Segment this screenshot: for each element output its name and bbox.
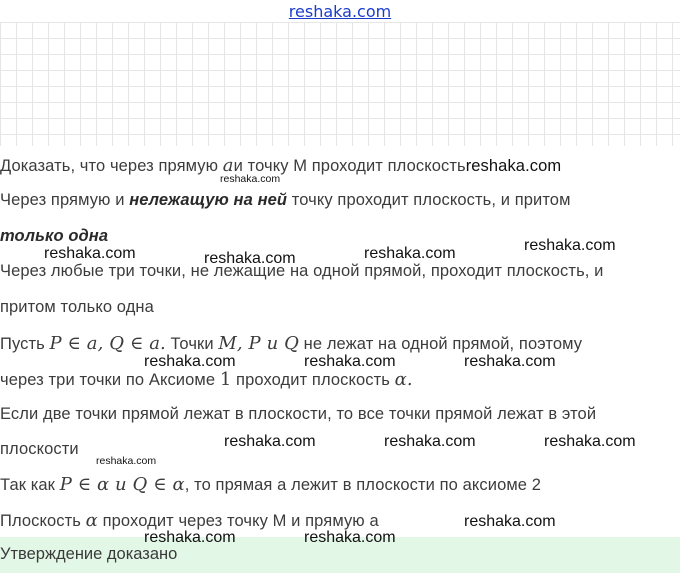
proof-math-2: M, P и Q xyxy=(218,333,299,354)
watermark: reshaka.com xyxy=(224,433,316,450)
theorem-line-1 xyxy=(0,191,571,210)
proof-text-8: Плоскость xyxy=(0,512,86,530)
axiom2-line-2: плоскости xyxy=(0,440,79,458)
watermark: reshaka.com xyxy=(220,173,281,185)
conclusion-text: Утверждение доказано xyxy=(0,545,178,563)
axiom-number: 1 xyxy=(219,369,232,390)
theorem-emphasis-2: только одна xyxy=(0,227,109,245)
watermark: reshaka.com xyxy=(544,433,636,450)
proof-math-3: P ∈ α и Q ∈ α xyxy=(59,474,185,495)
watermark: reshaka.com xyxy=(144,529,236,546)
proof-line-2 xyxy=(0,369,413,390)
watermark: reshaka.com xyxy=(96,455,157,467)
axiom-line-2: притом только одна xyxy=(0,298,154,316)
theorem-text-1: Через прямую и xyxy=(0,191,130,209)
axiom2-line-1: Если две точки прямой лежат в плоскости, то все точки прямой лежат в этой xyxy=(0,405,597,423)
statement-text-2: и точку М проходит плоскость xyxy=(233,157,466,175)
axiom-line-1: Через любые три точки, не лежащие на одной прямой, проходит плоскость, и xyxy=(0,262,604,280)
statement-text-1: Доказать, что через прямую xyxy=(0,157,223,175)
proof-text-3: не лежат на одной прямой, поэтому xyxy=(298,335,583,353)
theorem-line-2 xyxy=(0,227,108,246)
watermark: reshaka.com xyxy=(384,433,476,450)
site-link[interactable]: reshaka.com xyxy=(288,2,392,21)
proof-text-9: проходит через точку М и прямую а xyxy=(97,512,379,530)
watermark: reshaka.com xyxy=(524,237,616,254)
plane-alpha-symbol: α. xyxy=(394,369,413,390)
theorem-text-2: точку проходит плоскость, и притом xyxy=(287,191,571,209)
proof-text-1: Пусть xyxy=(0,335,50,353)
proof-math-1: P ∈ a, Q ∈ a. xyxy=(49,333,166,354)
proof-line-4 xyxy=(0,510,379,531)
watermark: reshaka.com xyxy=(144,353,236,370)
watermark: reshaka.com xyxy=(304,353,396,370)
watermark: reshaka.com xyxy=(204,250,296,267)
proof-text-4: через три точки по Аксиоме xyxy=(0,371,220,389)
line-a-symbol: a xyxy=(222,155,234,176)
proof-line-1 xyxy=(0,333,582,354)
watermark: reshaka.com xyxy=(464,513,556,530)
inline-watermark: reshaka.com xyxy=(465,157,562,175)
watermark: reshaka.com xyxy=(464,353,556,370)
grid-paper-area xyxy=(0,22,680,146)
proof-line-3 xyxy=(0,474,541,495)
proof-text-5: проходит плоскость xyxy=(231,371,395,389)
plane-alpha-symbol-2: α xyxy=(85,510,98,531)
proof-text-7: , то прямая а лежит в плоскости по аксиоме 2 xyxy=(184,476,542,494)
watermark: reshaka.com xyxy=(364,245,456,262)
theorem-emphasis-1: нележащую на ней xyxy=(129,191,288,209)
watermark: reshaka.com xyxy=(44,245,136,262)
problem-statement xyxy=(0,155,561,176)
proof-text-6: Так как xyxy=(0,476,60,494)
watermark: reshaka.com xyxy=(304,529,396,546)
proof-text-2: Точки xyxy=(165,335,219,353)
